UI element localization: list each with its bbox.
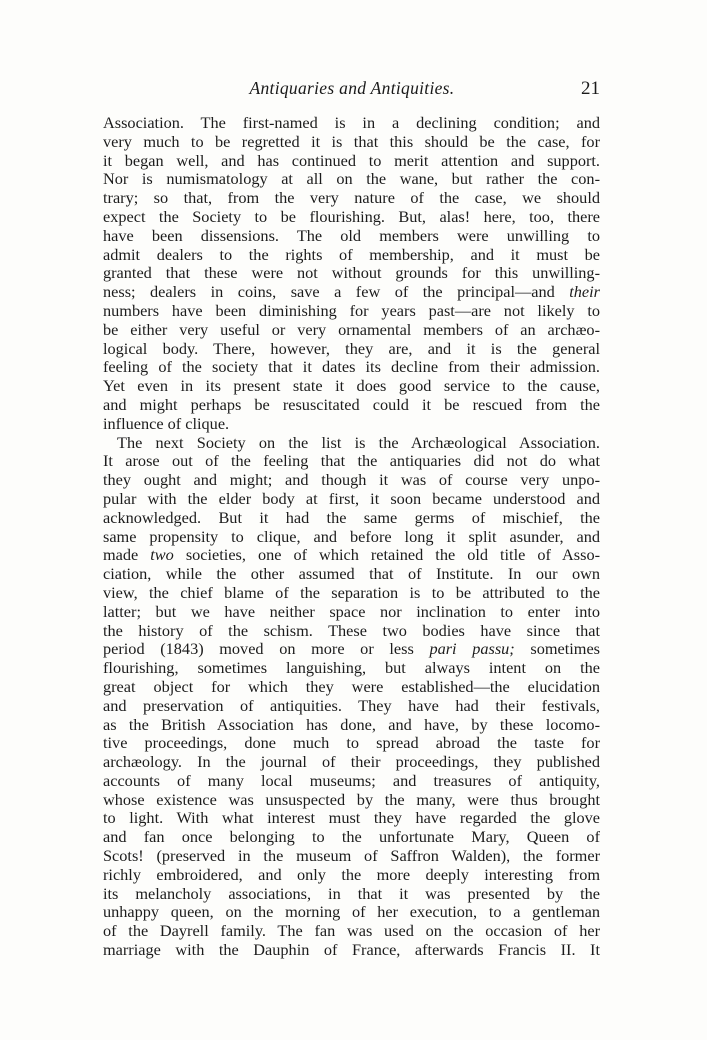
text-line-segment: and might perhaps be resuscitated could it be rescued from the: [103, 395, 600, 414]
text-line-segment: ness; dealers in coins, save a few of the principal—and: [103, 283, 570, 302]
page-number: 21: [581, 78, 600, 99]
text-line: [103, 170, 600, 189]
text-line: [103, 452, 600, 471]
text-line-segment: Scots! (preserved in the museum of Saffron Walden), the former: [103, 847, 600, 866]
text-line-segment: view, the chief blame of the separation is to be attributed to the: [103, 583, 600, 602]
text-line-segment: latter; but we have neither space nor inclination to enter into: [103, 602, 600, 621]
text-line: [103, 340, 600, 359]
running-head: [104, 78, 600, 102]
italic-emphasis: pari passu;: [429, 640, 515, 659]
text-line: [103, 302, 600, 321]
text-line-segment: Nor is numismatology at all on the wane, but rather the con-: [103, 170, 600, 189]
text-line-segment: Yet even in its present state it does good service to the cause,: [103, 377, 600, 396]
text-line: [103, 903, 600, 922]
text-line-segment: It arose out of the feeling that the antiquaries did not do what: [103, 452, 600, 471]
text-line-segment: richly embroidered, and only the more deeply interesting from: [103, 865, 600, 884]
text-line: [103, 264, 600, 283]
text-line: [103, 678, 600, 697]
text-line-segment: numbers have been diminishing for years past—are not likely to: [103, 301, 600, 320]
text-line-segment: as the British Association has done, and have, by these locomo-: [103, 715, 600, 734]
text-line: [103, 152, 600, 171]
text-line-segment: acknowledged. But it had the same germs of mischief, the: [103, 508, 600, 527]
text-line: [103, 866, 600, 885]
text-line: [103, 358, 600, 377]
text-line: [103, 509, 600, 528]
text-line: [103, 734, 600, 753]
text-line: [103, 941, 600, 960]
text-line-segment: marriage with the Dauphin of France, afterwards Francis II. It: [103, 941, 600, 960]
text-line-segment: it began well, and has continued to merit attention and support.: [103, 151, 600, 170]
text-line-segment: admit dealers to the rights of membership, and it must be: [103, 245, 600, 264]
text-line: [103, 565, 600, 584]
text-line-segment: unhappy queen, on the morning of her execution, to a gentleman: [103, 903, 600, 922]
text-line-segment: societies, one of which retained the old title of Asso-: [173, 546, 600, 565]
text-line: [103, 133, 600, 152]
text-line: [103, 246, 600, 265]
text-line: [103, 622, 600, 641]
text-line-segment: and fan once belonging to the unfortunate Mary, Queen of: [103, 828, 600, 847]
text-line: [103, 321, 600, 340]
text-line-segment: sometimes: [514, 640, 600, 659]
text-line: [103, 847, 600, 866]
text-line: [103, 490, 600, 509]
text-line-segment: accounts of many local museums; and treasures of antiquity,: [103, 771, 600, 790]
text-line: [103, 377, 600, 396]
text-line-segment: they ought and might; and though it was of course very unpo-: [103, 471, 600, 490]
running-title: Antiquaries and Antiquities.: [249, 78, 455, 98]
text-line-segment: pular with the elder body at first, it soon became understood and: [103, 489, 600, 508]
text-line-segment: expect the Society to be flourishing. But, alas! here, too, there: [103, 207, 600, 226]
text-line-segment: archæology. In the journal of their proceedings, they published: [103, 753, 600, 772]
text-line-segment: tive proceedings, done much to spread abroad the taste for: [103, 734, 600, 753]
text-line: [103, 114, 600, 133]
text-line-segment: of the Dayrell family. The fan was used on the occasion of her: [103, 922, 600, 941]
text-line-segment: granted that these were not without grounds for this unwilling-: [103, 264, 600, 283]
text-line: [103, 528, 600, 547]
body-text: [103, 114, 600, 960]
text-line: [103, 434, 600, 453]
text-line: [103, 809, 600, 828]
text-line: [103, 659, 600, 678]
text-line-segment: whose existence was unsuspected by the many, were thus brought: [103, 790, 600, 809]
text-line: [103, 791, 600, 810]
text-line-segment: to light. With what interest must they have regarded the glove: [103, 809, 600, 828]
text-line-segment: made: [103, 546, 151, 565]
text-line: [103, 603, 600, 622]
text-line: [103, 396, 600, 415]
text-line-segment: Association. The first-named is in a declining condition; and: [103, 114, 600, 132]
text-line-segment: be either very useful or very ornamental members of an archæo-: [103, 320, 600, 339]
text-line-segment: have been dissensions. The old members were unwilling to: [103, 226, 600, 245]
text-line-segment: influence of clique.: [103, 414, 230, 433]
italic-emphasis: two: [150, 546, 174, 565]
text-line-segment: logical body. There, however, they are, and it is the general: [103, 339, 600, 358]
text-line-segment: The next Society on the list is the Archæological Association.: [117, 433, 600, 452]
text-line: [103, 716, 600, 735]
text-line: [103, 415, 600, 434]
text-line: [103, 283, 600, 302]
text-line: [103, 208, 600, 227]
text-line-segment: trary; so that, from the very nature of the case, we should: [103, 189, 600, 208]
text-line-segment: the history of the schism. These two bodies have since that: [103, 621, 600, 640]
text-line: [103, 697, 600, 716]
text-line: [103, 546, 600, 565]
text-line: [103, 922, 600, 941]
text-line-segment: period (1843) moved on more or less: [103, 640, 430, 659]
text-line-segment: and preservation of antiquities. They have had their festivals,: [103, 696, 600, 715]
text-line: [103, 753, 600, 772]
text-line: [103, 471, 600, 490]
text-line: [103, 227, 600, 246]
italic-emphasis: their: [569, 283, 600, 302]
text-line-segment: its melancholy associations, in that it was presented by the: [103, 884, 600, 903]
text-line: [103, 640, 600, 659]
text-line: [103, 828, 600, 847]
text-line: [103, 885, 600, 904]
text-line: [103, 584, 600, 603]
text-line: [103, 772, 600, 791]
text-line-segment: flourishing, sometimes languishing, but always intent on the: [103, 659, 600, 678]
text-line-segment: ciation, while the other assumed that of Institute. In our own: [103, 565, 600, 584]
text-line: [103, 189, 600, 208]
text-line-segment: very much to be regretted it is that this should be the case, for: [103, 132, 600, 151]
text-line-segment: great object for which they were established—the elucidation: [103, 677, 600, 696]
text-line-segment: feeling of the society that it dates its decline from their admission.: [103, 358, 600, 377]
text-line-segment: same propensity to clique, and before long it split asunder, and: [103, 527, 600, 546]
